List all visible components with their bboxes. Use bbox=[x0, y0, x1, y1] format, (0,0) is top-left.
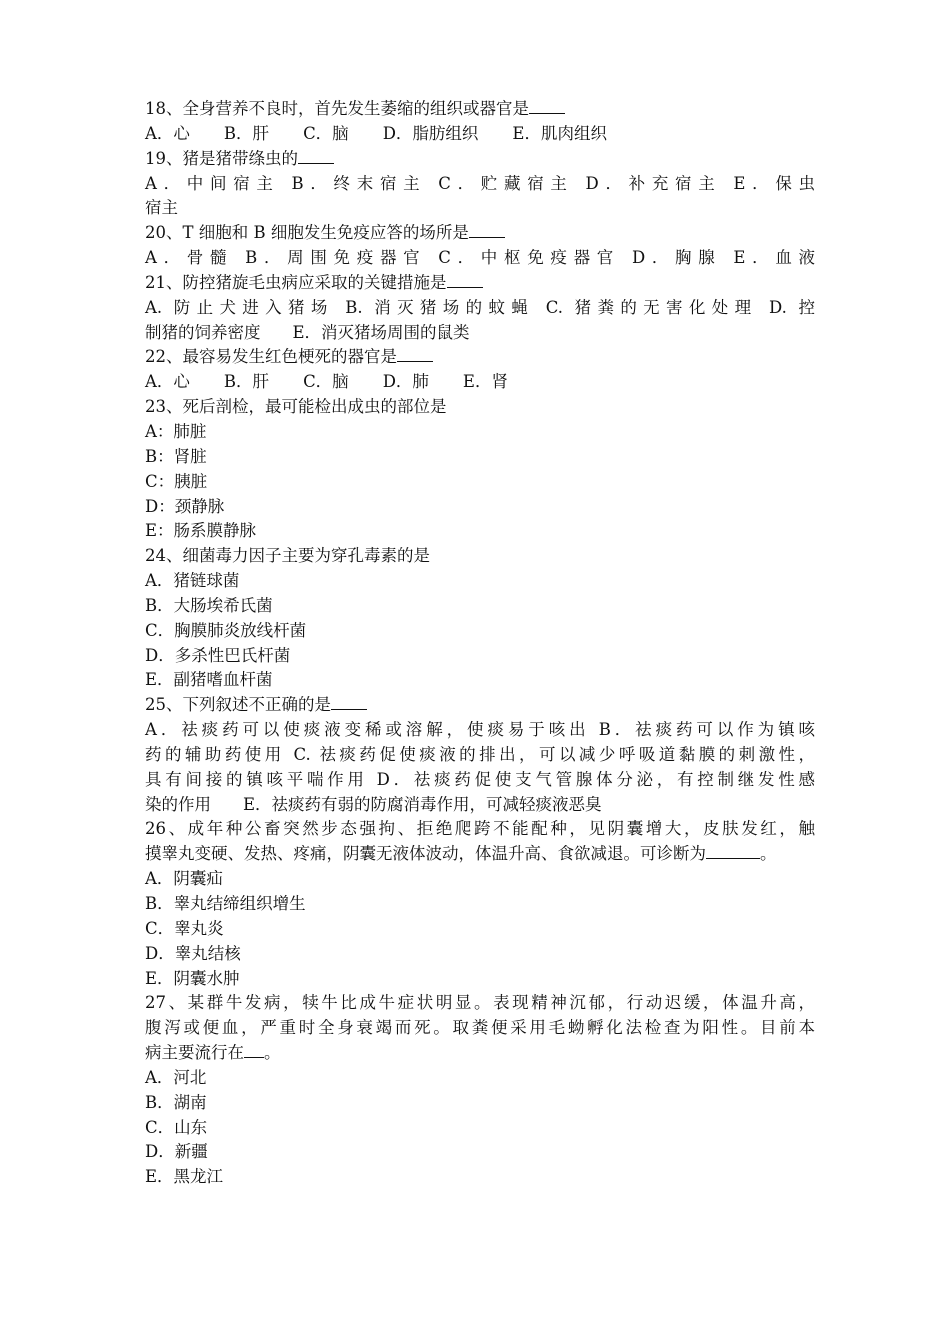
option-b: B．祛痰药可以作为镇咳 bbox=[598, 720, 815, 740]
option-a: A．河北 bbox=[145, 1067, 207, 1087]
option-d: D．补充宿主 bbox=[585, 173, 722, 193]
option-b: B. 消灭猪场的蚊蝇 bbox=[345, 297, 535, 317]
option-d: D．胸腺 bbox=[631, 248, 722, 268]
option-c: C．胸膜肺炎放线杆菌 bbox=[145, 620, 307, 640]
question-23-stem: 23、死后剖检，最可能检出成虫的部位是 bbox=[145, 397, 447, 417]
option-a: A．心 bbox=[145, 123, 190, 143]
question-25-line-3: 具有间接的镇咳平喘作用 D．祛痰药促使支气管腺体分泌，有控制继发性感 bbox=[145, 769, 816, 789]
question-19-options-cont: 宿主 bbox=[145, 198, 178, 218]
question-19-stem: 19、猪是猪带绦虫的 bbox=[145, 147, 815, 172]
option-a: A．阴囊疝 bbox=[145, 869, 223, 889]
question-24-stem: 24、细菌毒力因子主要为穿孔毒素的是 bbox=[145, 546, 430, 566]
option-c: C. 猪粪的无害化处理 bbox=[545, 297, 758, 317]
question-20-options bbox=[145, 246, 815, 271]
option-b: B．大肠埃希氏菌 bbox=[145, 595, 273, 615]
option-b: B．肝 bbox=[223, 123, 270, 143]
question-25-stem: 25、下列叙述不正确的是 bbox=[145, 693, 815, 718]
option-e: E．消灭猪场周围的鼠类 bbox=[292, 322, 470, 342]
question-25-line-2: 药的辅助药使用 C. 祛痰药促使痰液的排出，可以减少呼吸道黏膜的刺激性， bbox=[145, 744, 816, 764]
question-21-options bbox=[145, 296, 815, 321]
answer-blank bbox=[529, 98, 565, 114]
question-19-options bbox=[145, 172, 815, 197]
question-26-stem-line-2: 摸睾丸变硬、发热、疼痛，阴囊无液体波动，体温升高、食欲减退。可诊断为 。 bbox=[145, 844, 777, 864]
option-d: D. 控 bbox=[769, 297, 815, 317]
option-d: D．睾丸结核 bbox=[145, 943, 241, 963]
answer-blank bbox=[447, 272, 483, 288]
question-27-stem-line-1: 27、某群牛发病，犊牛比成牛症状明显。表现精神沉郁，行动迟缓，体温升高， bbox=[145, 993, 815, 1013]
option-d: D．脂肪组织 bbox=[382, 123, 479, 143]
option-c: C．脑 bbox=[303, 123, 349, 143]
option-c: C．贮藏宿主 bbox=[438, 173, 574, 193]
option-b: B．周围免疫器官 bbox=[245, 248, 427, 268]
option-b: B．睾丸结缔组织增生 bbox=[145, 894, 306, 913]
question-26-stem-line-1: 26、成年种公畜突然步态强拘、拒绝爬跨不能配种，见阴囊增大，皮肤发红，触 bbox=[145, 819, 815, 839]
question-27-stem-line-2: 腹泻或便血，严重时全身衰竭而死。取粪便采用毛蚴孵化法检查为阳性。目前本 bbox=[145, 1018, 815, 1038]
option-d: D．肺 bbox=[382, 372, 429, 392]
option-d: D．祛痰药促使支气管腺体分泌，有控制继发性感 bbox=[376, 769, 816, 789]
option-e: E．祛痰药有弱的防腐消毒作用，可减轻痰液恶臭 bbox=[243, 794, 602, 814]
question-21-stem: 21、防控猪旋毛虫病应采取的关键措施是 bbox=[145, 271, 815, 296]
option-d: D．多杀性巴氏杆菌 bbox=[145, 645, 291, 665]
question-list bbox=[145, 97, 815, 1190]
option-e: E．副猪嗜血杆菌 bbox=[145, 670, 273, 690]
answer-blank bbox=[469, 222, 505, 238]
answer-blank bbox=[298, 148, 334, 164]
question-18-options bbox=[145, 122, 815, 147]
question-25-line-4: 染的作用 E．祛痰药有弱的防腐消毒作用，可减轻痰液恶臭 bbox=[145, 794, 602, 814]
option-e: E．黑龙江 bbox=[145, 1167, 224, 1187]
answer-blank bbox=[331, 694, 367, 710]
option-b: B．湖南 bbox=[145, 1092, 207, 1112]
option-b: B．肝 bbox=[223, 372, 270, 392]
option-a: A：肺脏 bbox=[145, 421, 207, 441]
option-c: C．中枢免疫器官 bbox=[438, 248, 620, 268]
option-e: E：肠系膜静脉 bbox=[145, 521, 257, 541]
option-c: C：胰脏 bbox=[145, 471, 208, 491]
question-22-options bbox=[145, 370, 815, 395]
question-20-stem: 20、T 细胞和 B 细胞发生免疫应答的场所是 bbox=[145, 221, 815, 246]
option-b: B．终末宿主 bbox=[291, 173, 427, 193]
question-21-options-cont: 制猪的饲养密度 E．消灭猪场周围的鼠类 bbox=[145, 322, 470, 342]
answer-blank bbox=[244, 1042, 264, 1058]
option-a: A．猪链球菌 bbox=[145, 571, 240, 591]
option-a: A．骨髓 bbox=[145, 248, 234, 268]
option-a: A．心 bbox=[145, 372, 190, 392]
option-d: D：颈静脉 bbox=[145, 496, 225, 516]
option-a: A. 防止犬进入猪场 bbox=[145, 297, 334, 317]
option-e: E．肌肉组织 bbox=[512, 123, 607, 143]
option-e: E．肾 bbox=[462, 372, 508, 392]
option-e: E．血液 bbox=[733, 248, 816, 268]
question-25-line-1 bbox=[145, 718, 815, 743]
option-c: C．睾丸炎 bbox=[145, 918, 224, 938]
answer-blank bbox=[706, 843, 760, 859]
option-c: C．山东 bbox=[145, 1117, 208, 1137]
option-c: C．脑 bbox=[303, 372, 349, 392]
option-e: E．阴囊水肿 bbox=[145, 968, 240, 988]
question-22-stem: 22、最容易发生红色梗死的器官是 bbox=[145, 345, 815, 370]
option-e: E．保虫 bbox=[733, 173, 816, 193]
option-a: A．中间宿主 bbox=[145, 173, 280, 193]
option-d: D．新疆 bbox=[145, 1142, 208, 1162]
option-c: C. 祛痰药促使痰液的排出，可以减少呼吸道黏膜的刺激性， bbox=[293, 744, 816, 764]
question-18-stem: 18、全身营养不良时，首先发生萎缩的组织或器官是 bbox=[145, 97, 815, 122]
question-27-stem-line-3: 病主要流行在 。 bbox=[145, 1043, 281, 1063]
answer-blank bbox=[397, 346, 433, 362]
option-b: B：肾脏 bbox=[145, 446, 207, 466]
option-a: A．祛痰药可以使痰液变稀或溶解，使痰易于咳出 bbox=[145, 720, 590, 740]
